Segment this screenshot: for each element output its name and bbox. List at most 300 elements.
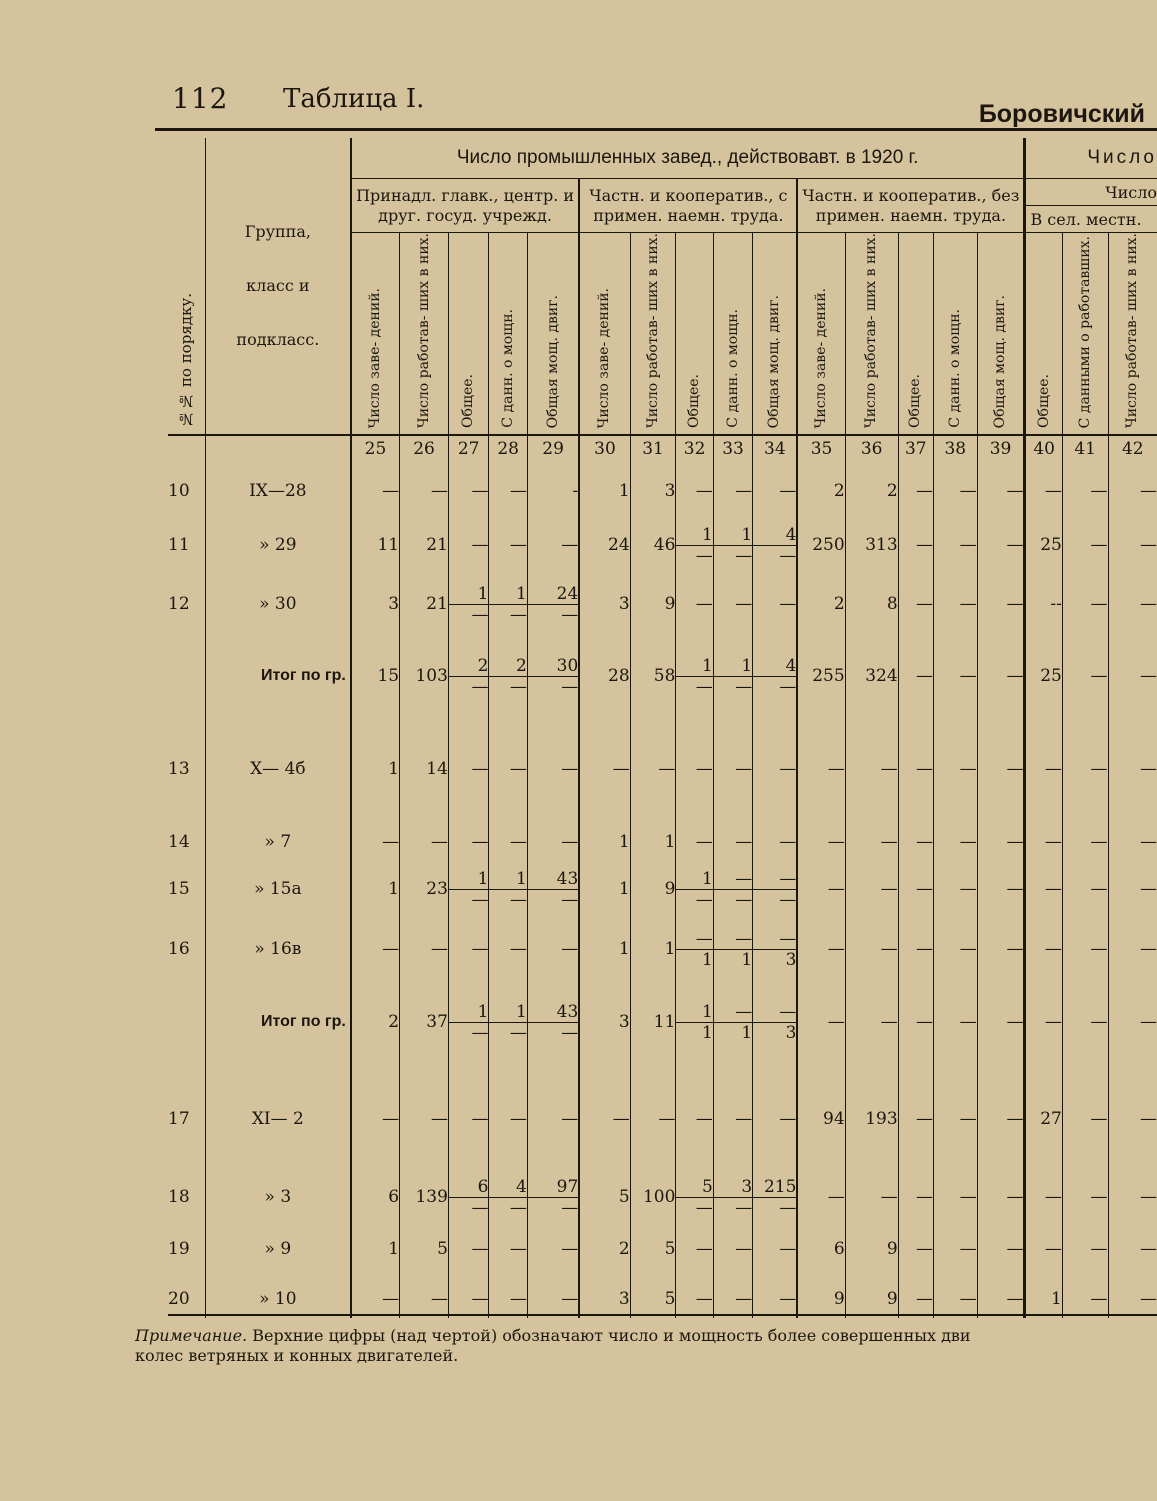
value-cell: — bbox=[1108, 520, 1157, 570]
value-cell: 11 bbox=[630, 980, 676, 1064]
value-cell: — bbox=[1108, 918, 1157, 980]
fraction-upper: — bbox=[676, 929, 713, 950]
fraction-upper: — bbox=[753, 869, 797, 890]
row-number: 14 bbox=[168, 832, 190, 853]
group-class-label: » 7 bbox=[205, 824, 350, 860]
row-number: 18 bbox=[168, 1187, 190, 1208]
fraction-upper: 3 bbox=[714, 1177, 753, 1198]
value-cell: — bbox=[1108, 1220, 1157, 1278]
fraction-lower: — bbox=[471, 1022, 489, 1043]
value-cell: — bbox=[579, 1064, 630, 1174]
value-cell: — bbox=[448, 462, 489, 520]
fraction-upper: — bbox=[753, 1002, 797, 1023]
fraction-lower: — bbox=[561, 676, 579, 697]
value-cell: 27 bbox=[1025, 1064, 1062, 1174]
value-cell: 1 bbox=[1025, 1278, 1062, 1318]
value-cell: 1 bbox=[630, 918, 676, 980]
fraction-upper: 1 bbox=[449, 869, 489, 890]
value-cell: 313 bbox=[845, 520, 898, 570]
value-cell: 21 bbox=[400, 570, 449, 638]
fraction-cell bbox=[448, 980, 489, 1064]
fraction-lower: — bbox=[561, 1197, 579, 1218]
fraction-cell bbox=[527, 980, 579, 1064]
value-cell: — bbox=[489, 520, 527, 570]
fraction-lower: — bbox=[561, 1022, 579, 1043]
value-cell: — bbox=[1025, 824, 1062, 860]
fraction-lower: — bbox=[471, 604, 489, 625]
value-cell: — bbox=[977, 824, 1025, 860]
fraction-lower: — bbox=[779, 545, 797, 566]
table-row bbox=[168, 462, 1157, 520]
value-cell: — bbox=[713, 462, 752, 520]
row-number: 11 bbox=[168, 535, 190, 556]
bottom-rule bbox=[168, 1314, 1157, 1316]
value-cell: 9 bbox=[845, 1278, 898, 1318]
fraction-upper: 43 bbox=[528, 1002, 579, 1023]
table-row bbox=[168, 918, 1157, 980]
value-cell: — bbox=[1108, 638, 1157, 714]
value-cell: — bbox=[753, 824, 798, 860]
table-body bbox=[168, 435, 1157, 1318]
value-cell: — bbox=[797, 824, 845, 860]
value-cell: — bbox=[489, 1220, 527, 1278]
row-number: 19 bbox=[168, 1239, 190, 1260]
group-class-label: » 30 bbox=[205, 570, 350, 638]
footnote-text: Верхние цифры (над чертой) обозначают число и мощность более совершенных дви bbox=[252, 1326, 971, 1345]
footnote-label: Примечание. bbox=[135, 1326, 248, 1345]
col-31-header: Число работав- ших в них. bbox=[630, 233, 676, 436]
value-cell: 11 bbox=[351, 520, 400, 570]
value-cell: — bbox=[579, 714, 630, 824]
page-number: 112 bbox=[172, 82, 229, 115]
column-number: 34 bbox=[753, 435, 798, 462]
value-cell: 5 bbox=[630, 1278, 676, 1318]
value-cell: — bbox=[977, 520, 1025, 570]
table-row bbox=[168, 860, 1157, 918]
fraction-lower: — bbox=[471, 676, 489, 697]
group-class-label: » 16в bbox=[205, 918, 350, 980]
fraction-cell bbox=[489, 638, 527, 714]
fraction-upper: 97 bbox=[528, 1177, 579, 1198]
value-cell: — bbox=[1062, 824, 1108, 860]
value-cell: — bbox=[933, 1220, 977, 1278]
value-cell: — bbox=[977, 462, 1025, 520]
fraction-lower: — bbox=[735, 889, 753, 910]
column-number: 40 bbox=[1025, 435, 1062, 462]
fraction-upper: — bbox=[753, 929, 797, 950]
fraction-cell bbox=[753, 980, 798, 1064]
value-cell: — bbox=[1108, 714, 1157, 824]
fraction-lower: — bbox=[695, 1197, 713, 1218]
column-number: 28 bbox=[489, 435, 527, 462]
value-cell: — bbox=[797, 918, 845, 980]
total-row bbox=[168, 980, 1157, 1064]
group-class-label: » 9 bbox=[205, 1220, 350, 1278]
fraction-lower: 3 bbox=[785, 949, 797, 970]
table-row bbox=[168, 570, 1157, 638]
fraction-lower: — bbox=[509, 889, 527, 910]
value-cell: — bbox=[351, 1278, 400, 1318]
value-cell: — bbox=[527, 824, 579, 860]
value-cell: — bbox=[400, 1064, 449, 1174]
value-cell: — bbox=[1062, 1064, 1108, 1174]
value-cell: — bbox=[1108, 1278, 1157, 1318]
value-cell: 6 bbox=[351, 1174, 400, 1220]
value-cell: 9 bbox=[845, 1220, 898, 1278]
fraction-cell bbox=[448, 570, 489, 638]
value-cell: — bbox=[1062, 520, 1108, 570]
value-cell: — bbox=[933, 1174, 977, 1220]
column-number: 30 bbox=[579, 435, 630, 462]
value-cell: — bbox=[713, 1064, 752, 1174]
value-cell: — bbox=[489, 1064, 527, 1174]
footnote-text-2: колес ветряных и конных двигателей. bbox=[135, 1346, 459, 1365]
column-number: 25 bbox=[351, 435, 400, 462]
value-cell: — bbox=[489, 462, 527, 520]
value-cell: 1 bbox=[351, 1220, 400, 1278]
value-cell: 8 bbox=[845, 570, 898, 638]
value-cell: — bbox=[933, 824, 977, 860]
value-cell: — bbox=[351, 824, 400, 860]
value-cell: — bbox=[713, 1220, 752, 1278]
fraction-upper: 43 bbox=[528, 869, 579, 890]
value-cell: — bbox=[448, 520, 489, 570]
row-number: 10 bbox=[168, 481, 190, 502]
row-number: 12 bbox=[168, 594, 190, 615]
value-cell: — bbox=[898, 860, 933, 918]
col-33-header: С данн. о мощн. bbox=[713, 233, 752, 436]
value-cell: — bbox=[753, 1064, 798, 1174]
fraction-upper: 1 bbox=[489, 869, 527, 890]
fraction-upper: 4 bbox=[753, 656, 797, 677]
group-class-label: XI— 2 bbox=[205, 1064, 350, 1174]
value-cell: — bbox=[1025, 462, 1062, 520]
value-cell: — bbox=[1025, 980, 1062, 1064]
col-26-header: Число работав- ших в них. bbox=[400, 233, 449, 436]
value-cell: — bbox=[797, 1174, 845, 1220]
row-number bbox=[168, 638, 205, 714]
row-number: 16 bbox=[168, 939, 190, 960]
value-cell: 9 bbox=[797, 1278, 845, 1318]
value-cell: — bbox=[448, 1064, 489, 1174]
value-cell: — bbox=[845, 918, 898, 980]
value-cell: — bbox=[1025, 918, 1062, 980]
value-cell: — bbox=[898, 1220, 933, 1278]
value-cell: — bbox=[933, 520, 977, 570]
fraction-upper: 6 bbox=[449, 1177, 489, 1198]
value-cell: — bbox=[1062, 1174, 1108, 1220]
value-cell: — bbox=[527, 1278, 579, 1318]
value-cell: — bbox=[977, 980, 1025, 1064]
group-d-header: В сел. местн. bbox=[1025, 206, 1157, 233]
value-cell: 14 bbox=[400, 714, 449, 824]
value-cell: 21 bbox=[400, 520, 449, 570]
column-number: 38 bbox=[933, 435, 977, 462]
value-cell: 5 bbox=[400, 1220, 449, 1278]
value-cell: — bbox=[898, 1278, 933, 1318]
fraction-cell bbox=[527, 1174, 579, 1220]
value-cell: — bbox=[527, 918, 579, 980]
value-cell: 1 bbox=[351, 860, 400, 918]
value-cell: — bbox=[977, 1220, 1025, 1278]
value-cell: 2 bbox=[797, 462, 845, 520]
value-cell: — bbox=[845, 980, 898, 1064]
fraction-cell bbox=[448, 860, 489, 918]
fraction-upper: 2 bbox=[489, 656, 527, 677]
value-cell: 139 bbox=[400, 1174, 449, 1220]
value-cell: 100 bbox=[630, 1174, 676, 1220]
fraction-lower: — bbox=[471, 889, 489, 910]
value-cell: — bbox=[1025, 714, 1062, 824]
value-cell: — bbox=[898, 918, 933, 980]
value-cell: - bbox=[527, 462, 579, 520]
fraction-upper: 4 bbox=[753, 525, 797, 546]
value-cell: — bbox=[933, 918, 977, 980]
fraction-upper: 1 bbox=[489, 584, 527, 605]
group-class-label: » 10 bbox=[205, 1278, 350, 1318]
value-cell: 3 bbox=[630, 462, 676, 520]
col-41-header: С данными о работавших. bbox=[1062, 233, 1108, 436]
column-number: 37 bbox=[898, 435, 933, 462]
fraction-upper: 30 bbox=[528, 656, 579, 677]
district-title: Боровичский bbox=[978, 100, 1145, 128]
fraction-cell bbox=[489, 860, 527, 918]
fraction-lower: — bbox=[695, 545, 713, 566]
fraction-lower: — bbox=[735, 545, 753, 566]
fraction-lower: — bbox=[779, 889, 797, 910]
value-cell: — bbox=[400, 824, 449, 860]
value-cell: — bbox=[797, 714, 845, 824]
fraction-lower: — bbox=[695, 889, 713, 910]
table-row bbox=[168, 824, 1157, 860]
value-cell: — bbox=[676, 570, 713, 638]
value-cell: — bbox=[1025, 860, 1062, 918]
value-cell: 193 bbox=[845, 1064, 898, 1174]
value-cell: — bbox=[977, 1174, 1025, 1220]
value-cell: 250 bbox=[797, 520, 845, 570]
row-number: 20 bbox=[168, 1289, 190, 1310]
value-cell: 2 bbox=[579, 1220, 630, 1278]
value-cell: — bbox=[713, 824, 752, 860]
table-row bbox=[168, 1064, 1157, 1174]
row-number: 17 bbox=[168, 1109, 190, 1130]
value-cell: — bbox=[351, 462, 400, 520]
column-number-row bbox=[168, 435, 1157, 462]
group-total-label: Итог по гр. bbox=[205, 980, 350, 1064]
group-a-header: Принадл. главк., центр. и друг. госуд. учрежд. bbox=[351, 179, 579, 233]
value-cell: 23 bbox=[400, 860, 449, 918]
value-cell: — bbox=[1062, 1278, 1108, 1318]
value-cell: 15 bbox=[351, 638, 400, 714]
value-cell: — bbox=[1108, 462, 1157, 520]
value-cell: 3 bbox=[351, 570, 400, 638]
value-cell: 1 bbox=[351, 714, 400, 824]
fraction-cell bbox=[713, 638, 752, 714]
group-d-top-header: Число bbox=[1025, 179, 1157, 206]
fraction-lower: 1 bbox=[701, 1022, 713, 1043]
value-cell: — bbox=[676, 1220, 713, 1278]
value-cell: — bbox=[448, 1278, 489, 1318]
value-cell: — bbox=[400, 1278, 449, 1318]
fraction-cell bbox=[489, 1174, 527, 1220]
value-cell: — bbox=[1062, 860, 1108, 918]
value-cell: 28 bbox=[579, 638, 630, 714]
fraction-cell bbox=[753, 520, 798, 570]
fraction-cell bbox=[527, 570, 579, 638]
group-c-header: Частн. и кооператив., без примен. наемн. труда. bbox=[797, 179, 1025, 233]
value-cell: — bbox=[898, 638, 933, 714]
value-cell: — bbox=[898, 1064, 933, 1174]
column-number: 29 bbox=[527, 435, 579, 462]
value-cell: — bbox=[977, 1064, 1025, 1174]
fraction-lower: 1 bbox=[701, 949, 713, 970]
value-cell: — bbox=[753, 714, 798, 824]
col-32-header: Общее. bbox=[676, 233, 713, 436]
col-29-header: Общая мощ. двиг. bbox=[527, 233, 579, 436]
fraction-lower: — bbox=[695, 676, 713, 697]
value-cell: — bbox=[977, 714, 1025, 824]
value-cell: — bbox=[753, 1278, 798, 1318]
col-36-header: Число работав- ших в них. bbox=[845, 233, 898, 436]
fraction-lower: — bbox=[779, 676, 797, 697]
value-cell: — bbox=[713, 714, 752, 824]
value-cell: — bbox=[933, 570, 977, 638]
fraction-lower: — bbox=[779, 1197, 797, 1218]
value-cell: — bbox=[845, 824, 898, 860]
fraction-cell bbox=[713, 860, 752, 918]
fraction-lower: — bbox=[735, 676, 753, 697]
value-cell: 25 bbox=[1025, 520, 1062, 570]
table-row bbox=[168, 1278, 1157, 1318]
fraction-cell bbox=[527, 860, 579, 918]
fraction-upper: 1 bbox=[676, 869, 713, 890]
value-cell: 24 bbox=[579, 520, 630, 570]
value-cell: — bbox=[933, 1064, 977, 1174]
value-cell: — bbox=[1062, 1220, 1108, 1278]
fraction-upper: 1 bbox=[489, 1002, 527, 1023]
group-total-label: Итог по гр. bbox=[205, 638, 350, 714]
fraction-cell bbox=[489, 980, 527, 1064]
value-cell: — bbox=[933, 1278, 977, 1318]
fraction-upper: 1 bbox=[676, 1002, 713, 1023]
value-cell: 9 bbox=[630, 860, 676, 918]
fraction-cell bbox=[448, 1174, 489, 1220]
value-cell: 46 bbox=[630, 520, 676, 570]
group-b-header: Частн. и кооператив., с примен. наемн. труда. bbox=[579, 179, 797, 233]
fraction-lower: — bbox=[735, 1197, 753, 1218]
value-cell: — bbox=[489, 918, 527, 980]
fraction-cell bbox=[753, 918, 798, 980]
value-cell: — bbox=[933, 638, 977, 714]
value-cell: 6 bbox=[797, 1220, 845, 1278]
value-cell: — bbox=[977, 1278, 1025, 1318]
row-number: 13 bbox=[168, 759, 190, 780]
value-cell: 2 bbox=[797, 570, 845, 638]
value-cell: — bbox=[400, 462, 449, 520]
value-cell: — bbox=[1062, 714, 1108, 824]
group-class-label: » 29 bbox=[205, 520, 350, 570]
value-cell: — bbox=[933, 462, 977, 520]
value-cell: 94 bbox=[797, 1064, 845, 1174]
value-cell: — bbox=[797, 980, 845, 1064]
value-cell: 1 bbox=[579, 462, 630, 520]
value-cell: 1 bbox=[579, 824, 630, 860]
fraction-upper: 24 bbox=[528, 584, 579, 605]
column-number-blank bbox=[205, 435, 350, 462]
value-cell: — bbox=[448, 918, 489, 980]
value-cell: — bbox=[797, 860, 845, 918]
column-number: 31 bbox=[630, 435, 676, 462]
value-cell: — bbox=[527, 714, 579, 824]
fraction-upper: 1 bbox=[449, 1002, 489, 1023]
value-cell: — bbox=[1062, 980, 1108, 1064]
value-cell: 58 bbox=[630, 638, 676, 714]
value-cell: — bbox=[1108, 824, 1157, 860]
value-cell: — bbox=[898, 824, 933, 860]
col-27-header: Общее. bbox=[448, 233, 489, 436]
fraction-cell bbox=[713, 520, 752, 570]
value-cell: — bbox=[351, 1064, 400, 1174]
row-number: 15 bbox=[168, 879, 190, 900]
fraction-upper: — bbox=[714, 869, 753, 890]
col-42-header: Число работав- ших в них. bbox=[1108, 233, 1157, 436]
column-number: 41 bbox=[1062, 435, 1108, 462]
fraction-lower: — bbox=[471, 1197, 489, 1218]
value-cell: — bbox=[489, 1278, 527, 1318]
value-cell: — bbox=[898, 462, 933, 520]
value-cell: -- bbox=[1025, 570, 1062, 638]
value-cell: 103 bbox=[400, 638, 449, 714]
value-cell: — bbox=[845, 714, 898, 824]
value-cell: — bbox=[676, 462, 713, 520]
table-row bbox=[168, 714, 1157, 824]
value-cell: 3 bbox=[579, 570, 630, 638]
value-cell: 5 bbox=[630, 1220, 676, 1278]
fraction-cell bbox=[448, 638, 489, 714]
fraction-cell bbox=[676, 520, 713, 570]
fraction-cell bbox=[753, 860, 798, 918]
fraction-lower: — bbox=[509, 604, 527, 625]
value-cell: — bbox=[448, 824, 489, 860]
value-cell: 1 bbox=[579, 918, 630, 980]
column-number: 33 bbox=[713, 435, 752, 462]
value-cell: — bbox=[527, 520, 579, 570]
group-class-label: IX—28 bbox=[205, 462, 350, 520]
col-40-header: Общее. bbox=[1025, 233, 1062, 436]
fraction-cell bbox=[753, 1174, 798, 1220]
footnote bbox=[135, 1326, 1135, 1366]
fraction-cell bbox=[713, 918, 752, 980]
col-35-header: Число заве- дений. bbox=[797, 233, 845, 436]
value-cell: — bbox=[1025, 1174, 1062, 1220]
value-cell: 1 bbox=[579, 860, 630, 918]
value-cell: — bbox=[977, 918, 1025, 980]
fraction-lower: — bbox=[509, 1022, 527, 1043]
fraction-lower: 1 bbox=[741, 1022, 753, 1043]
value-cell: 3 bbox=[579, 980, 630, 1064]
value-cell: — bbox=[977, 638, 1025, 714]
value-cell: — bbox=[753, 462, 798, 520]
value-cell: — bbox=[933, 860, 977, 918]
fraction-cell bbox=[676, 1174, 713, 1220]
value-cell: — bbox=[1108, 1174, 1157, 1220]
value-cell: — bbox=[977, 570, 1025, 638]
value-cell: — bbox=[1062, 918, 1108, 980]
column-number: 32 bbox=[676, 435, 713, 462]
fraction-upper: 1 bbox=[676, 656, 713, 677]
value-cell: — bbox=[977, 860, 1025, 918]
value-cell: — bbox=[630, 1064, 676, 1174]
